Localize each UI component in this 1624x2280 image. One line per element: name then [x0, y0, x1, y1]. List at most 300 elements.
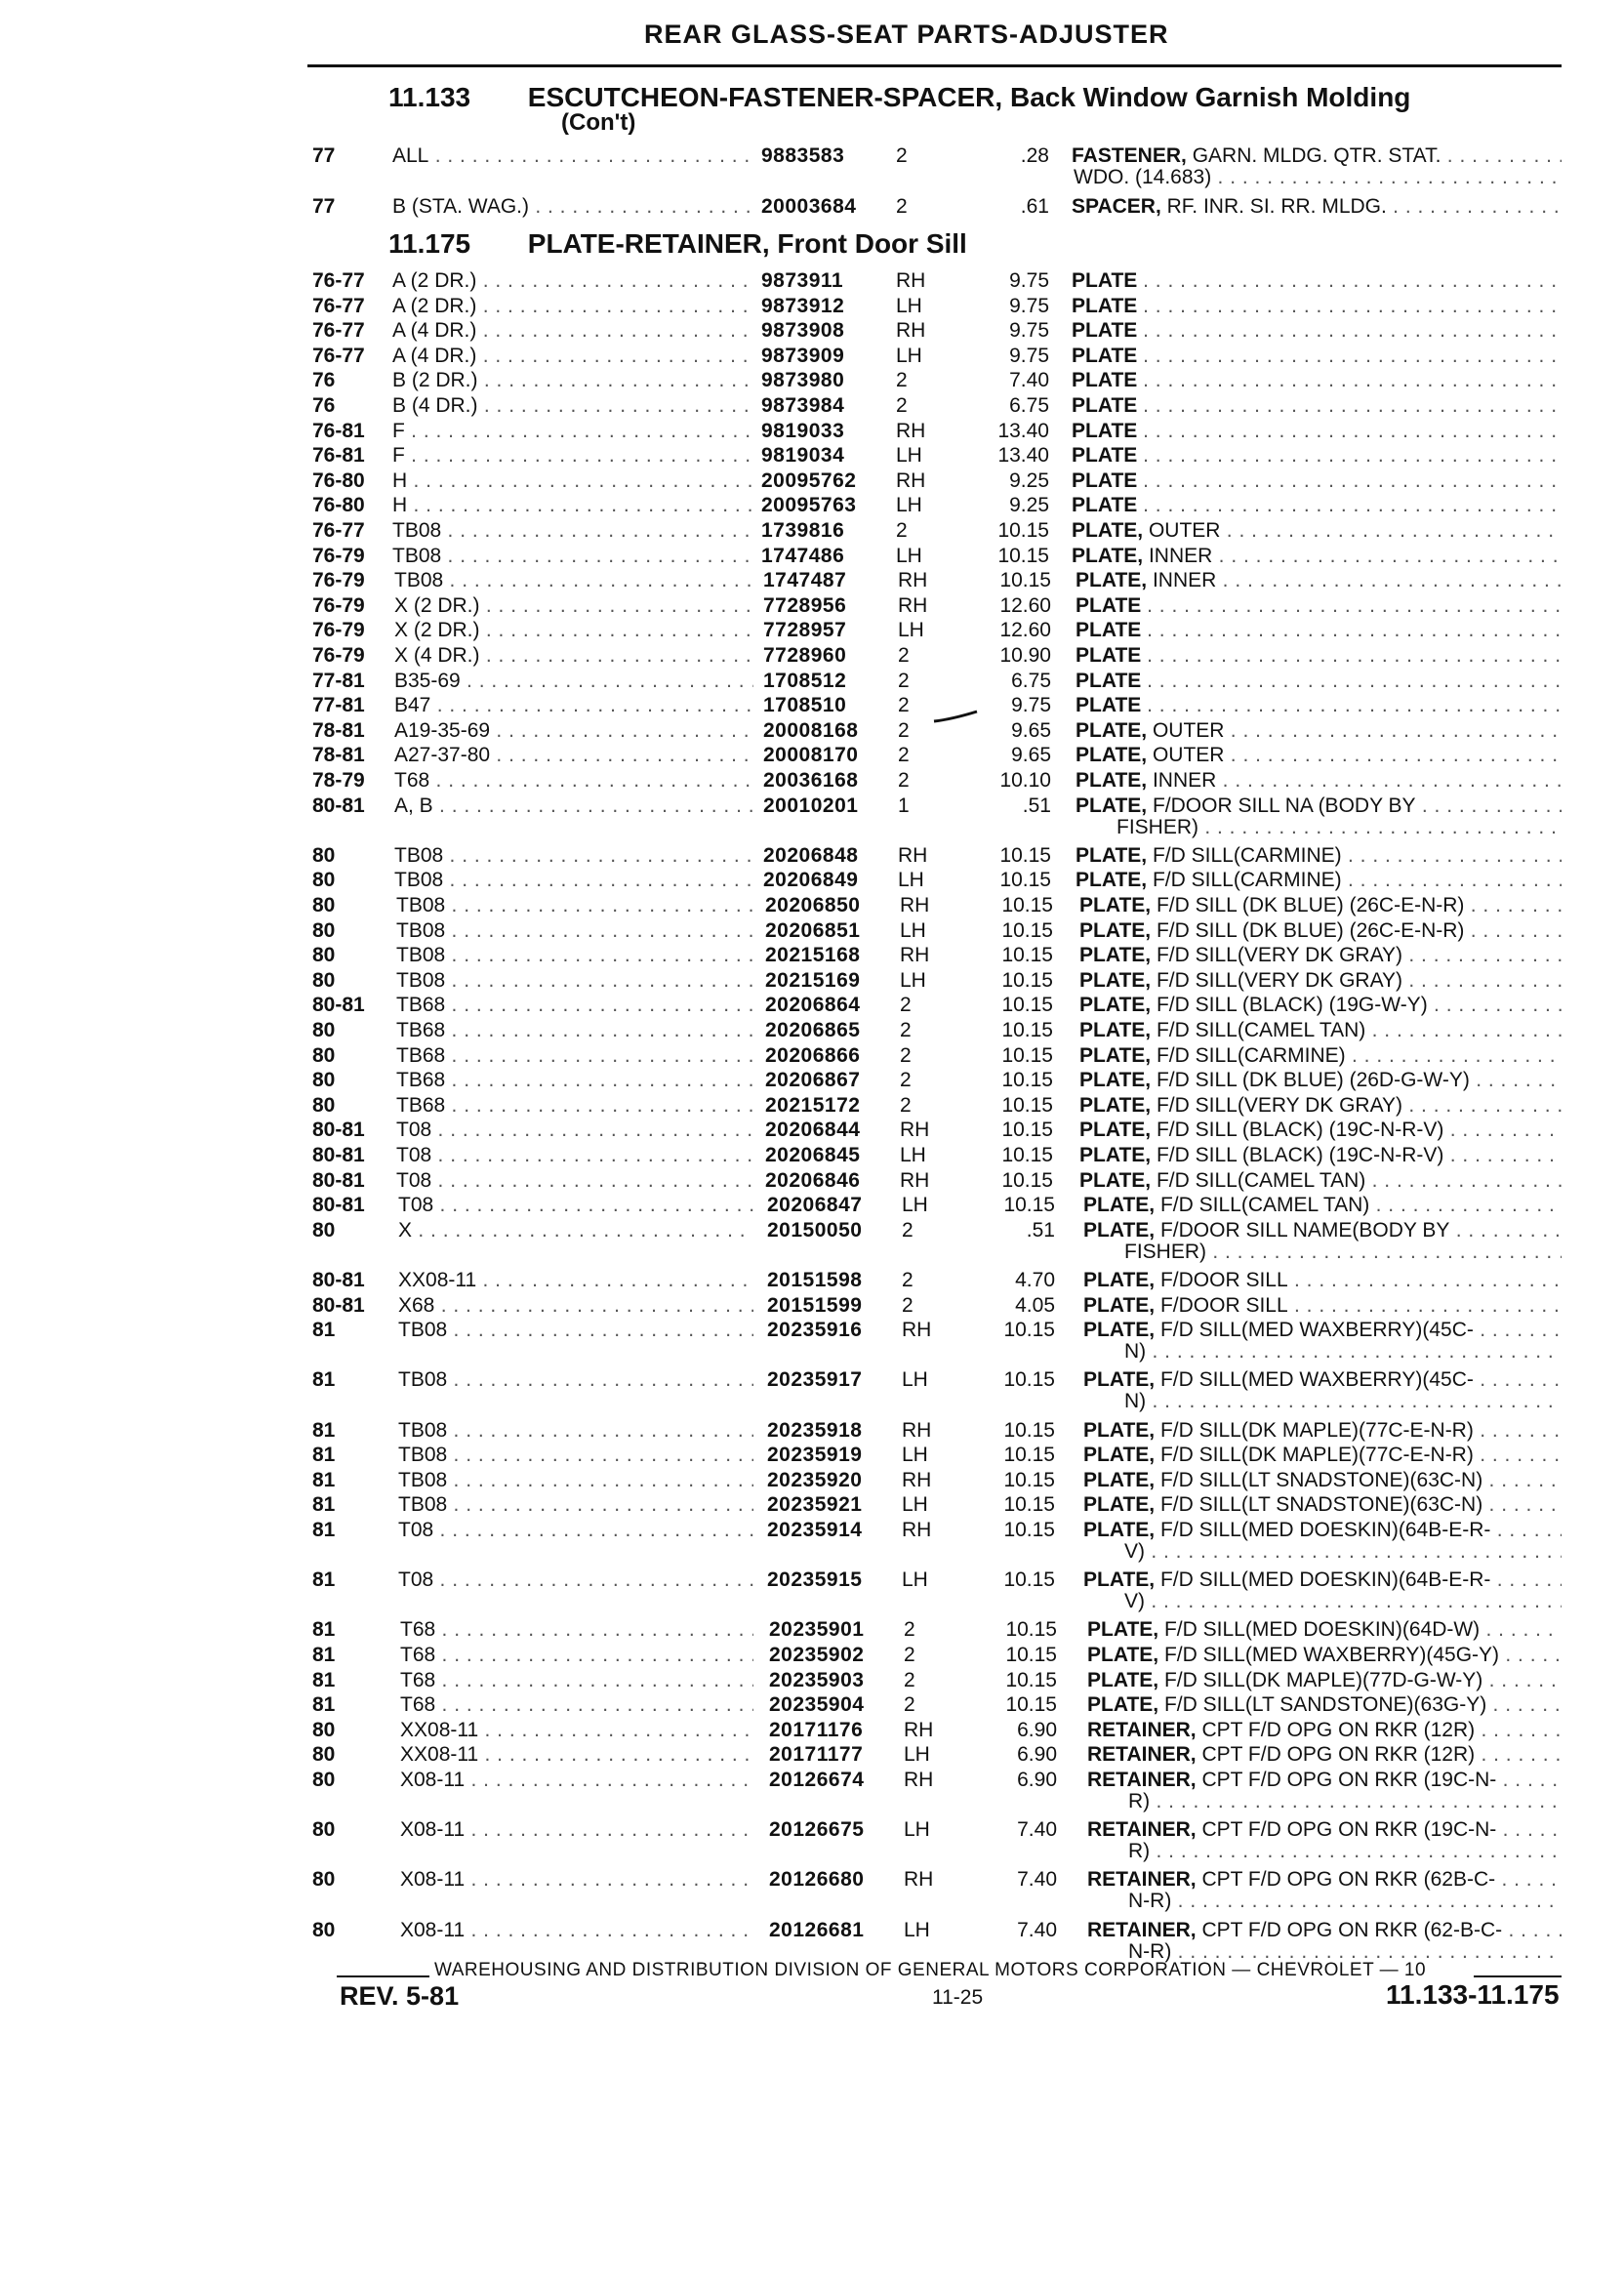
part-number: 20235921 [767, 1493, 863, 1516]
part-number: 20206864 [765, 994, 861, 1016]
application: T08 . . . [396, 1143, 753, 1167]
model-year: 80 [312, 1769, 336, 1791]
description-noun: PLATE, [1083, 1568, 1156, 1591]
description [1072, 368, 1562, 392]
description-noun: PLATE, [1083, 1269, 1156, 1291]
description-noun: PLATE, [1083, 1493, 1156, 1516]
description-noun: PLATE, [1087, 1644, 1159, 1666]
quantity: 2 [896, 369, 908, 391]
section-heading-11133 [388, 82, 1410, 113]
table-row [0, 268, 1624, 293]
application: T68 . . . [400, 1617, 753, 1642]
section-title: PLATE-RETAINER, [527, 228, 770, 259]
application: TB08 . . . [394, 843, 753, 868]
application: A (2 DR.) . . . [392, 294, 753, 318]
part-number: 1708510 [763, 694, 847, 716]
application: X68 . . . [398, 1293, 753, 1318]
description-noun: RETAINER, [1087, 1868, 1197, 1891]
description-noun: PLATE [1072, 444, 1138, 467]
description-detail: F/D SILL (DK BLUE) (26C-E-N-R) [1156, 919, 1465, 942]
quantity: 2 [896, 144, 908, 167]
application: F . . . [392, 443, 753, 468]
application: T08 . . . [398, 1568, 753, 1592]
description-noun: PLATE, [1079, 994, 1152, 1016]
quantity: RH [902, 1469, 932, 1491]
part-number: 20206851 [765, 919, 861, 942]
model-year: 80 [312, 844, 336, 867]
part-number: 20151599 [767, 1294, 863, 1317]
part-number: 20235917 [767, 1368, 863, 1391]
description [1072, 518, 1562, 543]
description [1072, 443, 1562, 468]
description-detail: CPT F/D OPG ON RKR (12R) [1201, 1719, 1476, 1741]
application: A (2 DR.) . . . [392, 268, 753, 293]
description-noun: PLATE, [1076, 719, 1148, 742]
description [1083, 1443, 1562, 1467]
description-continuation: FISHER) . . . [1124, 1240, 1562, 1264]
application: TB08 . . . [396, 943, 753, 967]
quantity: 2 [900, 1019, 912, 1041]
description-noun: PLATE, [1083, 1294, 1156, 1317]
table-row [0, 618, 1624, 642]
quantity: LH [902, 1493, 928, 1516]
part-number: 9873980 [761, 369, 845, 391]
price: 10.15 [997, 545, 1049, 567]
model-year: 78-79 [312, 769, 365, 792]
application: X08-11 . . . [400, 1867, 753, 1892]
quantity: 2 [898, 744, 910, 766]
model-year: 76 [312, 394, 336, 417]
price: 10.15 [1003, 1444, 1055, 1466]
description-noun: PLATE [1072, 319, 1138, 342]
part-number: 20126674 [769, 1769, 865, 1791]
description-detail: CPT F/D OPG ON RKR (12R) [1201, 1743, 1476, 1766]
price: 10.15 [1005, 1669, 1057, 1691]
description-detail: F/D SILL(MED WAXBERRY)(45C- [1159, 1368, 1474, 1391]
table-row [0, 568, 1624, 592]
price: 9.25 [1009, 494, 1049, 516]
price: 10.15 [1003, 1319, 1055, 1341]
price: 13.40 [997, 420, 1049, 442]
table-row [0, 1668, 1624, 1692]
section-heading-11175 [388, 228, 967, 260]
price: 10.15 [1003, 1493, 1055, 1516]
description-noun: PLATE, [1083, 1194, 1156, 1216]
part-number: 9873908 [761, 319, 845, 342]
description-detail: F/D SILL (BLACK) (19C-N-R-V) [1156, 1119, 1444, 1141]
part-number: 1747486 [761, 545, 845, 567]
table-row [0, 368, 1624, 392]
part-number: 20206844 [765, 1119, 861, 1141]
price: 6.75 [1011, 670, 1051, 692]
quantity: 2 [900, 1044, 912, 1067]
description-detail: OUTER [1148, 519, 1221, 542]
model-year: 76-77 [312, 345, 365, 367]
description-detail: F/D SILL(MED DOESKIN)(64D-W) [1163, 1618, 1481, 1641]
footer-rule-right [1474, 1975, 1562, 1977]
application: T08 . . . [398, 1518, 753, 1542]
description-noun: PLATE [1072, 420, 1138, 442]
application: TB08 . . . [398, 1418, 753, 1443]
description-detail: F/DOOR SILL NA (BODY BY [1152, 794, 1416, 817]
table-row [0, 1418, 1624, 1443]
price: 6.90 [1017, 1719, 1057, 1741]
model-year: 80-81 [312, 1169, 365, 1192]
model-year: 81 [312, 1419, 336, 1442]
part-number: 20003684 [761, 195, 857, 218]
description-noun: PLATE, [1076, 794, 1148, 817]
application: T68 . . . [394, 768, 753, 793]
quantity: RH [896, 269, 926, 292]
part-number: 20206846 [765, 1169, 861, 1192]
quantity: RH [904, 1868, 934, 1891]
description [1079, 1143, 1562, 1167]
quantity: 2 [898, 670, 910, 692]
price: .51 [1026, 1219, 1055, 1242]
application: T08 . . . [398, 1193, 753, 1217]
description-noun: PLATE, [1076, 869, 1148, 891]
description-noun: PLATE, [1079, 894, 1152, 916]
price: 10.15 [1003, 1368, 1055, 1391]
description-noun: PLATE, [1079, 1169, 1152, 1192]
price: 10.15 [1001, 969, 1053, 992]
application: TB68 . . . [396, 1043, 753, 1068]
table-row [0, 1043, 1624, 1068]
description-detail: F/DOOR SILL NAME(BODY BY [1159, 1219, 1450, 1242]
application: A (4 DR.) . . . [392, 344, 753, 368]
table-row [0, 1268, 1624, 1292]
price: 9.75 [1009, 345, 1049, 367]
table-row [0, 318, 1624, 343]
model-year: 80 [312, 1069, 336, 1091]
quantity: RH [898, 594, 928, 617]
description-noun: RETAINER, [1087, 1769, 1197, 1791]
description [1083, 1418, 1562, 1443]
table-row [0, 443, 1624, 468]
table-row [0, 843, 1624, 868]
description [1083, 1492, 1562, 1517]
pen-mark-icon [932, 710, 981, 727]
description-detail: F/D SILL (DK BLUE) (26C-E-N-R) [1156, 894, 1465, 916]
footer-rule-left [337, 1975, 429, 1977]
description-noun: RETAINER, [1087, 1743, 1197, 1766]
quantity: RH [896, 469, 926, 492]
description [1083, 1268, 1562, 1292]
application: A27-37-80 . . . [394, 743, 753, 767]
part-number: 20206866 [765, 1044, 861, 1067]
description [1087, 1643, 1562, 1667]
table-row [0, 1492, 1624, 1517]
price: .61 [1020, 195, 1049, 218]
description-detail: F/D SILL(CARMINE) [1156, 1044, 1346, 1067]
part-number: 20215168 [765, 944, 861, 966]
model-year: 77 [312, 195, 336, 218]
table-row [0, 393, 1624, 418]
application: T08 . . . [396, 1168, 753, 1193]
model-year: 80 [312, 1868, 336, 1891]
description-noun: PLATE, [1072, 545, 1144, 567]
description-detail: CPT F/D OPG ON RKR (62-B-C- [1201, 1919, 1503, 1941]
quantity: 2 [904, 1693, 915, 1716]
model-year: 81 [312, 1444, 336, 1466]
table-row [0, 1617, 1624, 1642]
application: XX08-11 . . . [400, 1742, 753, 1767]
quantity: LH [904, 1743, 930, 1766]
application: TB08 . . . [398, 1443, 753, 1467]
price: 10.15 [999, 569, 1051, 591]
description-noun: PLATE, [1083, 1368, 1156, 1391]
part-number: 9873912 [761, 295, 845, 317]
description-noun: PLATE, [1083, 1444, 1156, 1466]
description [1076, 843, 1562, 868]
model-year: 77-81 [312, 670, 365, 692]
model-year: 76-77 [312, 295, 365, 317]
part-number: 20126681 [769, 1919, 865, 1941]
description-noun: PLATE [1072, 494, 1138, 516]
price: 10.15 [1003, 1419, 1055, 1442]
model-year: 80 [312, 1219, 336, 1242]
table-row [0, 344, 1624, 368]
price: 10.15 [1003, 1194, 1055, 1216]
description [1076, 868, 1562, 892]
part-number: 20206849 [763, 869, 859, 891]
application: B (STA. WAG.) . . . [392, 194, 753, 219]
part-number: 20215172 [765, 1094, 861, 1117]
table-row [0, 518, 1624, 543]
description-noun: PLATE [1072, 469, 1138, 492]
description [1072, 393, 1562, 418]
application: H . . . [392, 493, 753, 517]
description [1079, 943, 1562, 967]
quantity: LH [902, 1444, 928, 1466]
quantity: 2 [896, 195, 908, 218]
description [1079, 918, 1562, 943]
application: T68 . . . [400, 1692, 753, 1717]
table-row [0, 1443, 1624, 1467]
section-title: ESCUTCHEON-FASTENER-SPACER, [527, 82, 1003, 112]
description-detail: INNER [1152, 769, 1217, 792]
description [1087, 1668, 1562, 1692]
part-number: 20206867 [765, 1069, 861, 1091]
part-number: 20235914 [767, 1519, 863, 1541]
description-continuation: WDO. (14.683) . . . [1074, 165, 1562, 189]
page-header: REAR GLASS-SEAT PARTS-ADJUSTER [644, 20, 1169, 49]
application: TB68 . . . [396, 1018, 753, 1042]
part-number: 20206845 [765, 1144, 861, 1166]
model-year: 76-79 [312, 594, 365, 617]
description [1076, 568, 1562, 592]
quantity: RH [904, 1719, 934, 1741]
description-continuation: N-R) . . . [1128, 1889, 1562, 1913]
description [1072, 544, 1562, 568]
model-year: 80 [312, 1743, 336, 1766]
quantity: LH [896, 545, 922, 567]
price: 10.10 [999, 769, 1051, 792]
quantity: RH [896, 319, 926, 342]
table-row [0, 1293, 1624, 1318]
application: H . . . [392, 468, 753, 493]
part-number: 20126675 [769, 1818, 865, 1841]
description [1072, 194, 1562, 219]
model-year: 80 [312, 1019, 336, 1041]
application: T68 . . . [400, 1668, 753, 1692]
quantity: LH [902, 1368, 928, 1391]
application: TB08 . . . [396, 968, 753, 993]
application: TB68 . . . [396, 993, 753, 1017]
description-detail: GARN. MLDG. QTR. STAT. [1192, 144, 1441, 167]
price: 9.25 [1009, 469, 1049, 492]
description-noun: PLATE, [1079, 969, 1152, 992]
application: X (4 DR.) . . . [394, 643, 753, 668]
model-year: 80-81 [312, 1269, 365, 1291]
continued-label: (Con't) [561, 109, 636, 136]
quantity: LH [900, 1144, 926, 1166]
model-year: 80 [312, 869, 336, 891]
part-number: 20235902 [769, 1644, 865, 1666]
description-detail: F/D SILL (BLACK) (19C-N-R-V) [1156, 1144, 1444, 1166]
description [1076, 693, 1562, 717]
table-row [0, 194, 1624, 219]
description-noun: PLATE, [1079, 1119, 1152, 1141]
table-row [0, 669, 1624, 693]
table-row [0, 1742, 1624, 1767]
quantity: RH [898, 569, 928, 591]
description [1079, 1068, 1562, 1092]
quantity: 2 [904, 1669, 915, 1691]
description-noun: PLATE, [1087, 1693, 1159, 1716]
part-number: 20036168 [763, 769, 859, 792]
price: 7.40 [1009, 369, 1049, 391]
quantity: 2 [904, 1618, 915, 1641]
application: X . . . [398, 1218, 753, 1242]
description-continuation: R) . . . [1128, 1789, 1562, 1813]
description-noun: PLATE, [1076, 844, 1148, 867]
model-year: 80 [312, 1919, 336, 1941]
table-row [0, 1118, 1624, 1142]
description [1072, 468, 1562, 493]
quantity: 2 [902, 1294, 914, 1317]
description-detail: F/DOOR SILL [1159, 1294, 1288, 1317]
model-year: 80 [312, 1044, 336, 1067]
description-noun: PLATE, [1079, 1144, 1152, 1166]
table-row [0, 493, 1624, 517]
quantity: LH [902, 1568, 928, 1591]
description-noun: PLATE, [1083, 1219, 1156, 1242]
description-noun: PLATE [1072, 369, 1138, 391]
model-year: 80 [312, 894, 336, 916]
price: 9.75 [1009, 295, 1049, 317]
quantity: RH [896, 420, 926, 442]
part-number: 9873911 [761, 269, 844, 292]
model-year: 80 [312, 1818, 336, 1841]
application: XX08-11 . . . [398, 1268, 753, 1292]
description-noun: PLATE, [1083, 1419, 1156, 1442]
description-noun: PLATE, [1079, 944, 1152, 966]
application: TB68 . . . [396, 1093, 753, 1118]
part-number: 20235916 [767, 1319, 863, 1341]
table-row [0, 943, 1624, 967]
part-number: 20126680 [769, 1868, 865, 1891]
application: TB08 . . . [392, 518, 753, 543]
description-detail: RF. INR. SI. RR. MLDG. [1166, 195, 1387, 218]
price: 10.15 [997, 519, 1049, 542]
price: 10.15 [1001, 1044, 1053, 1067]
description-detail: F/D SILL(LT SNADSTONE)(63C-N) [1159, 1469, 1483, 1491]
part-number: 20008168 [763, 719, 859, 742]
description [1087, 1718, 1562, 1742]
quantity: 2 [898, 769, 910, 792]
part-number: 20171176 [769, 1719, 864, 1741]
section-number: 11.175 [388, 228, 471, 259]
price: 10.15 [1001, 894, 1053, 916]
table-row [0, 918, 1624, 943]
description-noun: PLATE [1076, 694, 1142, 716]
model-year: 78-81 [312, 744, 365, 766]
application: TB08 . . . [398, 1492, 753, 1517]
description-detail: F/D SILL(VERY DK GRAY) [1156, 1094, 1403, 1117]
quantity: LH [896, 345, 922, 367]
description-detail: INNER [1152, 569, 1217, 591]
part-number: 20235915 [767, 1568, 863, 1591]
description [1079, 1043, 1562, 1068]
price: 6.90 [1017, 1769, 1057, 1791]
description-continuation: N-R) . . . [1128, 1939, 1562, 1964]
application: X08-11 . . . [400, 1817, 753, 1842]
application: A19-35-69 . . . [394, 718, 753, 743]
application: X (2 DR.) . . . [394, 618, 753, 642]
price: 10.15 [1001, 944, 1053, 966]
part-number: 9873909 [761, 345, 845, 367]
description-noun: PLATE, [1076, 769, 1148, 792]
footer-division: WAREHOUSING AND DISTRIBUTION DIVISION OF GENERAL MOTORS CORPORATION — CHEVROLET — 10 [434, 1960, 1427, 1980]
model-year: 76-77 [312, 269, 365, 292]
quantity: RH [900, 894, 930, 916]
price: 4.05 [1015, 1294, 1055, 1317]
description [1076, 743, 1562, 767]
description-detail: F/D SILL(LT SNADSTONE)(63C-N) [1159, 1493, 1483, 1516]
description [1079, 1168, 1562, 1193]
price: 7.40 [1017, 1919, 1057, 1941]
description-detail: F/D SILL(DK MAPLE)(77C-E-N-R) [1159, 1419, 1474, 1442]
quantity: 2 [904, 1644, 915, 1666]
description-detail: OUTER [1152, 744, 1225, 766]
table-row [0, 993, 1624, 1017]
part-number: 7728960 [763, 644, 847, 667]
quantity: RH [902, 1519, 932, 1541]
table-row [0, 1093, 1624, 1118]
description-continuation: FISHER) . . . [1116, 815, 1562, 839]
description-noun: PLATE [1072, 345, 1138, 367]
description-noun: PLATE, [1079, 1069, 1152, 1091]
table-row [0, 294, 1624, 318]
application: X (2 DR.) . . . [394, 593, 753, 618]
description [1083, 1468, 1562, 1492]
description [1072, 493, 1562, 517]
part-number: 9819033 [761, 420, 845, 442]
description-continuation: R) . . . [1128, 1839, 1562, 1863]
description [1076, 768, 1562, 793]
table-row [0, 643, 1624, 668]
quantity: 2 [896, 519, 908, 542]
part-number: 7728957 [763, 619, 847, 641]
model-year: 81 [312, 1368, 336, 1391]
description-continuation: V) . . . [1124, 1589, 1562, 1613]
part-number: 9819034 [761, 444, 845, 467]
section-subtitle: Back Window Garnish Molding [1009, 82, 1411, 112]
model-year: 76-80 [312, 469, 365, 492]
model-year: 76-79 [312, 569, 365, 591]
part-number: 20151598 [767, 1269, 863, 1291]
